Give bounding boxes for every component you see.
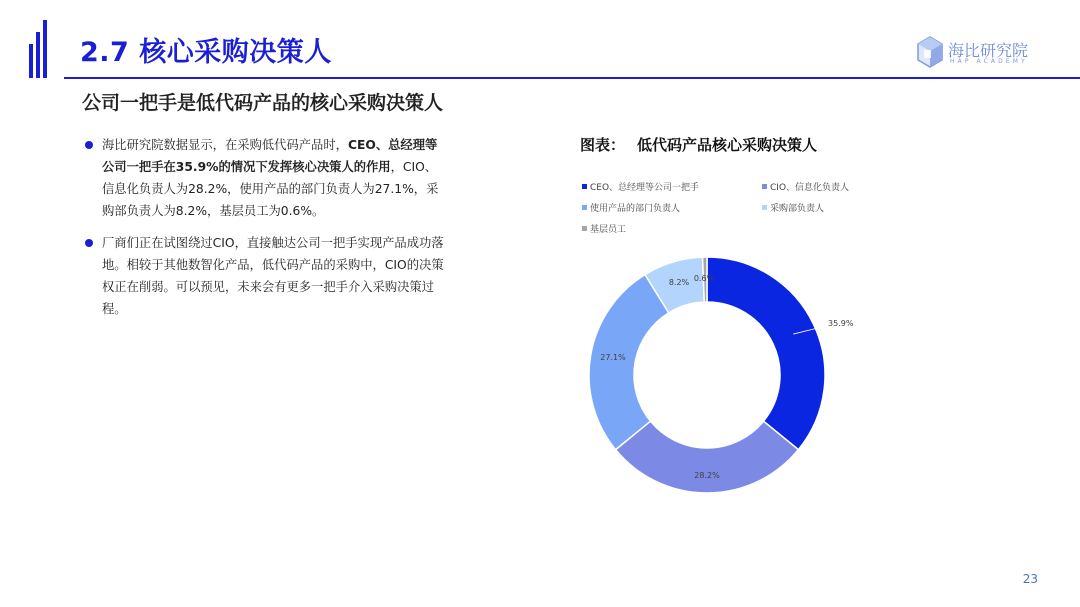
header-divider	[64, 77, 1080, 79]
data-label: 27.1%	[600, 353, 626, 362]
data-label: 35.9%	[828, 319, 854, 328]
page-number: 23	[1022, 572, 1038, 586]
legend-swatch	[582, 205, 587, 210]
slide-title: 2.7 核心采购决策人	[80, 37, 332, 68]
legend-entry	[582, 222, 626, 235]
legend-entry	[582, 180, 699, 193]
bullet-dot-icon	[85, 239, 93, 247]
chart-title	[580, 134, 817, 155]
logo-english-text: HAP ACADEMY	[950, 58, 1028, 65]
legend-label: 使用产品的部门负责人	[590, 204, 681, 214]
bullet-list	[82, 134, 447, 330]
bullet-text-bold: CEO、总经理等公司一把手在35.9%的情况下发挥核心决策人的作用	[102, 138, 438, 174]
donut-chart	[580, 246, 854, 500]
chart-title-text: 低代码产品核心采购决策人	[637, 136, 818, 154]
legend-swatch	[762, 184, 767, 189]
bullet-dot-icon	[85, 141, 93, 149]
legend-entry	[582, 201, 680, 214]
chart-legend	[582, 180, 882, 240]
legend-label: CEO、总经理等公司一把手	[590, 183, 700, 193]
donut-slice	[616, 421, 799, 493]
legend-swatch	[762, 205, 767, 210]
donut-slice	[589, 275, 669, 450]
bullet-text-part: 海比研究院数据显示，在采购低代码产品时，	[102, 138, 348, 152]
legend-entry	[762, 201, 824, 214]
legend-swatch	[582, 226, 587, 231]
logo-chinese-text: 海比研究院	[948, 41, 1029, 60]
legend-label: 基层员工	[590, 225, 627, 235]
bullet-item	[82, 134, 447, 222]
hap-academy-logo	[916, 36, 1056, 70]
bullet-text-part: 厂商们正在试图绕过CIO，直接触达公司一把手实现产品成功落地。相较于其他数智化产品，低代码产品的采购中，CIO的决策权正在削弱。可以预见，未来会有更多一把手介入采购决策过程。	[102, 236, 444, 316]
bullet-item	[82, 232, 447, 320]
slide-subtitle: 公司一把手是低代码产品的核心采购决策人	[82, 92, 444, 114]
data-label: 28.2%	[694, 471, 720, 480]
legend-label: CIO、信息化负责人	[770, 183, 850, 193]
data-label: 0.6%	[693, 274, 715, 283]
title-accent-bars	[29, 14, 53, 78]
legend-label: 采购部负责人	[770, 204, 825, 214]
legend-swatch	[582, 184, 587, 189]
data-label: 8.2%	[668, 278, 690, 287]
legend-entry	[762, 180, 849, 193]
chart-title-prefix: 图表：	[580, 136, 626, 154]
cube-logo-icon	[916, 36, 944, 68]
donut-slice	[707, 257, 825, 450]
bullet-text-part: ，CIO、信息化负责人为28.2%，使用产品的部门负责人为27.1%，采购部负责人为8.2%，基层员工为0.6%。	[102, 160, 439, 218]
